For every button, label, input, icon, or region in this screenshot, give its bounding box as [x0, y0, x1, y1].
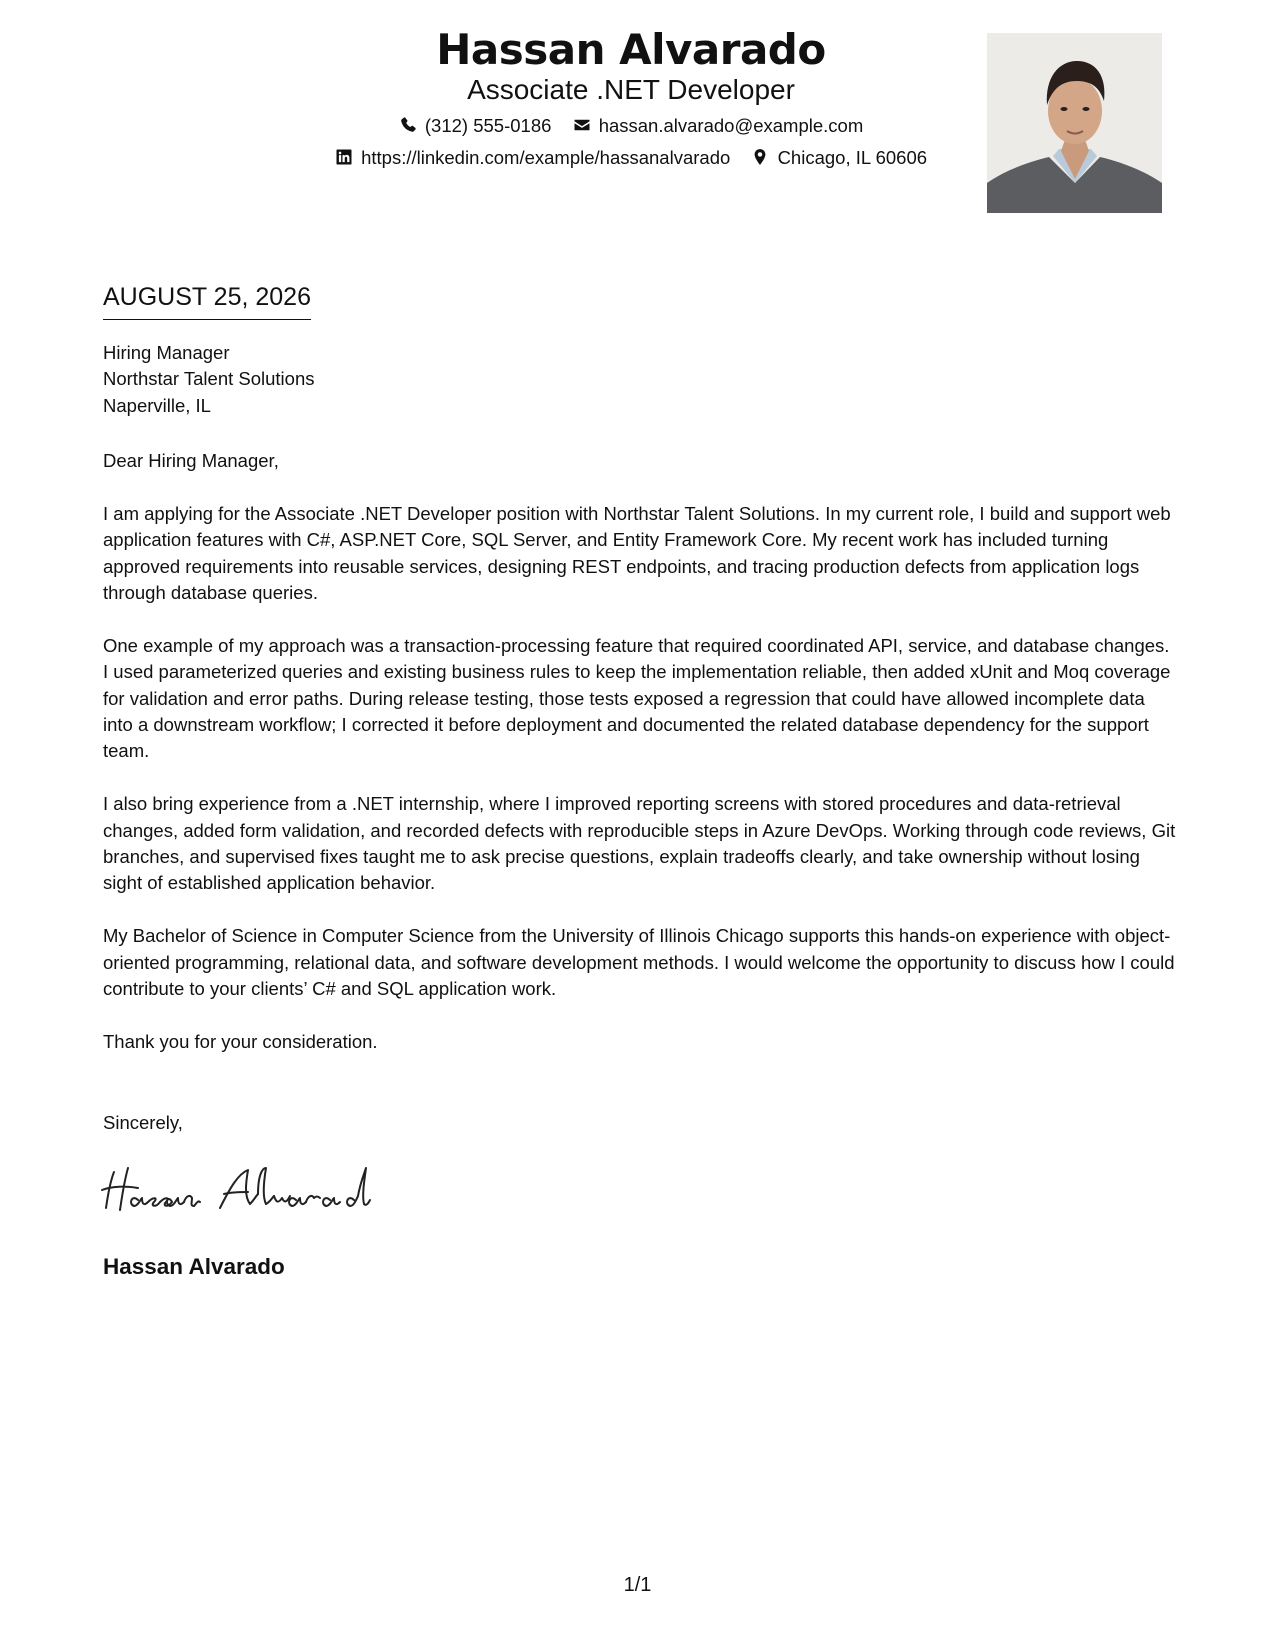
- profile-photo: [987, 33, 1162, 213]
- email-address[interactable]: hassan.alvarado@example.com: [598, 115, 864, 136]
- contact-phone: [399, 113, 552, 139]
- location-text: Chicago, IL 60606: [777, 147, 928, 168]
- salutation: Dear Hiring Manager,: [103, 450, 279, 471]
- contact-email: [573, 113, 864, 139]
- map-pin-icon: [751, 148, 769, 166]
- recipient-title: Hiring Manager: [103, 342, 230, 363]
- handwritten-signature: [98, 1160, 373, 1220]
- closing: Sincerely,: [103, 1112, 183, 1133]
- phone-number: (312) 555-0186: [424, 115, 552, 136]
- envelope-icon: [573, 116, 591, 134]
- contact-location: [751, 145, 927, 171]
- contact-linkedin: [335, 145, 730, 171]
- linkedin-url[interactable]: https://linkedin.com/example/hassanalvarado: [361, 147, 731, 168]
- letter-header: [0, 0, 1275, 230]
- paragraph-2: One example of my approach was a transaction-processing feature that required coordinated API, service, and database changes. I used parameterized queries and existing business rules to keep the implementation reliable, then added xUnit and Moq coverage for validation and error paths. During release testing, those tests exposed a regression that could have allowed incomplete data into a downstream workflow; I corrected it before deployment and documented the related database dependency for the support team.: [103, 634, 1171, 762]
- paragraph-3: I also bring experience from a .NET internship, where I improved reporting screens with stored procedures and data-retrieval changes, added form validation, and recorded defects with reproducible steps in Azure DevOps. Working through code reviews, Git branches, and supervised fixes taught me to ask precise questions, explain tradeoffs clearly, and take ownership without losing sight of established application behavior.: [103, 793, 1176, 894]
- linkedin-icon: [335, 148, 353, 166]
- letter-body: [103, 448, 1178, 1082]
- applicant-name: Hassan Alvarado: [436, 25, 826, 74]
- job-title: Associate .NET Developer: [467, 74, 795, 105]
- recipient-location: Naperville, IL: [103, 394, 211, 416]
- thank-you-line: Thank you for your consideration.: [103, 1030, 378, 1052]
- recipient-block: [103, 340, 315, 419]
- signer-name: Hassan Alvarado: [103, 1254, 285, 1279]
- letter-date: AUGUST 25, 2026: [103, 281, 311, 320]
- paragraph-1: I am applying for the Associate .NET Developer position with Northstar Talent Solutions. In my current role, I build and support web application features with C#, ASP.NET Core, SQL Server, and Entity Framework Core. My recent work has included turning approved requirements into reusable services, designing REST endpoints, and tracing production defects from application logs through database queries.: [103, 502, 1171, 604]
- page-number: 1/1: [623, 1574, 652, 1596]
- recipient-company: Northstar Talent Solutions: [103, 368, 315, 390]
- phone-icon: [399, 116, 417, 134]
- paragraph-4: My Bachelor of Science in Computer Science from the University of Illinois Chicago supports this hands-on experience with object-oriented programming, relational data, and software development methods. I would welcome the opportunity to discuss how I could contribute to your clients’ C# and SQL application work.: [103, 925, 1175, 1000]
